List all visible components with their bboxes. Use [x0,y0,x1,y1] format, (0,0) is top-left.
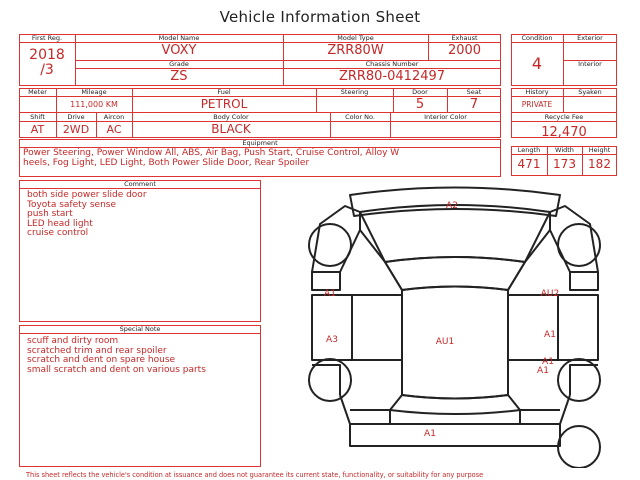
grade-label: Grade [169,60,189,68]
condition-value: 4 [531,54,543,73]
mileage-label: Mileage [81,88,107,96]
recycle-value: 12,470 [541,125,587,140]
mileage-value: 111,000 KM [70,100,118,109]
equipment-text: Power Steering, Power Window All, ABS, Air Bag, Push Start, Cruise Control, Alloy W heels, Fog Light, LED Light, Both Power Slide Door, Rear Spoiler [23,148,400,168]
damage-mark-bottom: A1 [424,429,436,439]
chassis-label: Chassis Number [365,60,419,68]
model-type-value: ZRR80W [327,43,384,58]
interior-label: Interior [578,60,602,68]
damage-mark-left-front: A1 [324,289,336,299]
wheel-front-left [309,224,351,266]
meter-label: Meter [28,88,47,96]
door-value: 5 [415,97,425,112]
interior-color-label: Interior Color [424,113,467,121]
drive-label: Drive [67,113,85,121]
model-name-label: Model Name [158,34,200,42]
condition-label: Condition [521,34,553,42]
drive-value: 2WD [62,123,90,136]
exhaust-label: Exhaust [451,34,478,42]
fuel-value: PETROL [200,97,248,111]
first-reg-label: First Reg. [31,34,63,42]
special-note-label: Special Note [119,325,161,333]
history-value: PRIVATE [521,100,553,109]
length-label: Length [517,146,541,154]
body-color-value: BLACK [211,122,251,136]
aircon-label: Aircon [103,113,125,121]
chassis-value: ZRR80-0412497 [338,69,446,84]
fuel-label: Fuel [217,88,231,96]
damage-mark-right-low1: A1 [542,357,554,367]
damage-mark-top: A2 [446,201,458,211]
seat-value: 7 [469,97,479,112]
damage-mark-right-low2: A1 [537,366,549,376]
grade-value: ZS [170,69,188,84]
exterior-label: Exterior [577,34,603,42]
aircon-value: AC [106,123,122,136]
seat-label: Seat [466,88,482,96]
height-label: Height [588,146,611,154]
width-value: 173 [553,157,576,171]
car-damage-diagram [300,178,620,468]
damage-mark-center: AU1 [435,337,455,347]
model-name-value: VOXY [161,43,197,58]
sheet-title: Vehicle Information Sheet [219,8,421,26]
shift-label: Shift [30,113,45,121]
damage-mark-left-rear: A3 [326,335,338,345]
shift-value: AT [30,123,45,136]
spare-wheel [558,426,600,468]
comment-text: both side power slide door Toyota safety sense push start LED head light cruise control [27,190,147,238]
disclaimer-footer: This sheet reflects the vehicle's condition at issuance and does not guarantee its current state, functionality, or suitability for any purpose [26,471,484,479]
exhaust-value: 2000 [447,43,482,58]
comment-label: Comment [124,180,156,188]
first-reg-value: 2018 /3 [29,47,65,78]
equipment-label: Equipment [242,139,278,147]
body-color-label: Body Color [213,113,249,121]
syaken-label: Syaken [578,88,602,96]
door-label: Door [412,88,428,96]
history-label: History [525,88,549,96]
model-type-label: Model Type [337,34,374,42]
recycle-label: Recycle Fee [544,113,584,121]
width-label: Width [555,146,574,154]
steering-label: Steering [340,88,369,96]
length-value: 471 [517,157,541,171]
damage-mark-right-mid: A1 [544,330,556,340]
height-value: 182 [588,157,611,171]
special-note-text: scuff and dirty room scratched trim and rear spoiler scratch and dent on spare house small scratch and dent on various parts [27,336,206,375]
damage-mark-right-front: AU2 [540,289,560,299]
color-no-label: Color No. [345,113,375,121]
